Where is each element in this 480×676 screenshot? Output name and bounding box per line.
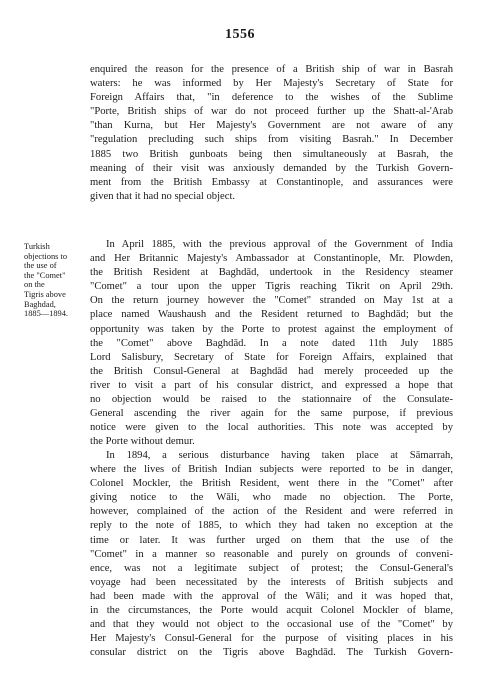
margin-note-line: Tigris above — [24, 289, 66, 299]
text-line: the Porte without demur. — [90, 436, 195, 448]
text-line: and that they would not object to the occasional use of the "Comet" by — [90, 619, 453, 631]
paragraph-comet-1885 — [90, 238, 453, 449]
text-line: the "Comet" above Baghdād. In a note dated 11th July 1885 — [90, 337, 453, 349]
text-line: "Porte, British ships of war do not proceed further up the Shatt-al-'Arab — [90, 106, 453, 118]
text-line: enquired the reason for the presence of a British ship of war in Basrah — [90, 64, 453, 75]
margin-note-line: 1885—1894. — [24, 309, 68, 319]
text-line: In April 1885, with the previous approval of the Government of India — [106, 239, 453, 250]
text-line: voyage had been necessitated by the interests of British subjects and — [90, 576, 453, 588]
text-line: ment from the British Embassy at Constantinople, and assurances were — [90, 176, 453, 188]
text-line: given that it had no special object. — [90, 190, 236, 202]
text-line: Her Majesty's Consul-General for the purpose of visiting places in his — [90, 633, 453, 645]
text-line: ence, was not a legitimate subject of protest; the Consul-General's — [90, 562, 453, 574]
text-line: waters: he was informed by Her Majesty's Secretary of State for — [90, 78, 453, 90]
text-line: had been made with the approval of the Wāli; and it was hoped that, — [90, 590, 453, 602]
text-line: "Comet" in a manner so reasonable and purely on grounds of conveni- — [90, 548, 453, 560]
text-line: place named Waushaush and the Resident returned to Baghdād; but the — [90, 309, 453, 321]
paragraph-samarrah-1894 — [90, 449, 453, 660]
margin-note-line: the use of — [24, 261, 57, 271]
text-line: giving notice to the Wāli, who made no objection. The Porte, — [90, 492, 453, 504]
text-line: the British Consul-General at Baghdād had merely proceeded up the — [90, 365, 453, 377]
margin-note — [24, 242, 88, 319]
margin-note-line: Baghdad, — [24, 299, 56, 309]
text-line: in the circumstances, the Porte would acquit Colonel Mockler of blame, — [90, 605, 453, 617]
text-line: the British Resident at Baghdād, undertook in the Residency steamer — [90, 267, 453, 279]
text-line: "than Kurna, but Her Majesty's Government are not aware of any — [90, 120, 453, 132]
text-line: General ascending the river again for the same purpose, if previous — [90, 408, 453, 420]
text-line: reply to the note of 1885, to which they had taken no exception at the — [90, 520, 453, 532]
text-line: "regulation precluding such ships from visiting Basrah." In December — [90, 134, 453, 146]
margin-note-line: on the — [24, 280, 45, 290]
margin-note-line: the "Comet" — [24, 270, 66, 280]
text-line: Foreign Affairs that, "in deference to the wishes of the Sublime — [90, 92, 453, 104]
text-line: Lord Salisbury, Secretary of State for Foreign Affairs, explained that — [90, 351, 453, 363]
text-line: river to visit a part of his consular district, and expressed a hope that — [90, 379, 453, 391]
text-line: meaning of their visit was anxiously demanded by the Turkish Govern- — [90, 162, 453, 174]
text-line: "Comet" a tour upon the upper Tigris reaching Tikrit on April 29th. — [90, 281, 453, 293]
text-line: opportunity was taken by the Porte to protest against the employment of — [90, 323, 453, 335]
text-line: 1885 two British gunboats being then simultaneously at Basrah, the — [90, 148, 453, 160]
text-line: On the return journey however the "Comet" stranded on May 1st at a — [90, 295, 453, 307]
text-line: where the lives of British Indian subjects were reported to be in danger, — [90, 464, 453, 476]
text-line: notice were given to the local authorities. This note was accepted by — [90, 422, 453, 434]
text-line: In 1894, a serious disturbance having taken place at Sāmarrah, — [106, 450, 453, 461]
text-line: consular district on the Tigris above Baghdād. The Turkish Govern- — [90, 647, 453, 659]
text-line: Colonel Mockler, the British Resident, went there in the "Comet" after — [90, 478, 453, 490]
text-line: time or later. It was further urged on them that the use of the — [90, 534, 453, 546]
text-line: no objection would be raised to the stationnaire of the Consulate- — [90, 394, 453, 406]
margin-note-line: Turkish — [24, 242, 50, 251]
margin-note-line: objections to — [24, 251, 68, 261]
paragraph-basrah-waters — [90, 63, 453, 204]
page-number: 1556 — [225, 27, 255, 42]
text-line: and Her Britannic Majesty's Ambassador at Constantinople, Mr. Plowden, — [90, 253, 453, 265]
text-line: however, complained of the action of the Resident and were referred in — [90, 506, 453, 518]
